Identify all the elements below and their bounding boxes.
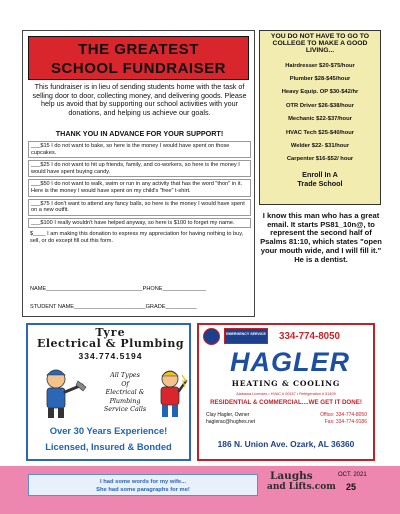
hagler-owner-block [206,412,255,425]
hagler-subtitle: HEATING & COOLING [231,379,341,388]
footer-joke-box [28,474,258,496]
job-item: Mechanic $22-$37/hour [288,116,352,123]
site-logo-line1: Laughs [270,470,313,482]
donation-option-custom: $____ I am making this donation to express my appreciation for having nothing to buy, sell, or do except fill out this form. [30,231,244,244]
tyre-licensed: Licensed, Insured & Bonded [45,441,172,452]
footer-joke-line2: She had some paragraphs for me! [96,487,190,493]
job-item: HVAC Tech $25-$40/hour [285,129,355,136]
donation-option-25: ___$25 I do not want to hit up friends, family, and co-workers, so here is the money I would have spent buying candy. [28,160,251,177]
tyre-services [90,371,160,414]
fundraiser-form [22,30,255,317]
fundraiser-title-line1: THE GREATEST [78,41,199,58]
hagler-ad [197,323,375,461]
hagler-fax: Fax: 334-774-9186 [324,418,367,425]
hagler-badge-icon [203,328,220,345]
enroll-line1: Enroll In A [302,169,338,179]
donation-option-50: ___$50 I do not want to walk, swim or run in any activity that has the word "thon" in it. Here is the money I would have spent on my child's "free" t-shirt. [28,179,251,196]
tyre-name-line1: Tyre [95,326,126,339]
fundraiser-intro: This fundraiser is in lieu of sending students home with the task of selling door to door, collecting money, and delivering goods. Please help us avoid that by supporting our school activities with your donations, and helping us achieve our goals. [32,82,247,117]
job-item: OTR Driver $26-$38/hour [286,102,354,109]
job-item: Carpenter $16-$52/ hour [286,156,354,163]
hagler-address: 186 N. Union Ave. Ozark, AL 36360 [217,439,355,449]
donation-options [28,141,251,248]
tyre-phone: 334.774.5194 [78,351,143,361]
enroll-line2: Trade School [297,178,343,188]
hagler-tagline: RESIDENTIAL & COMMERCIAL....WE GET IT DONE! [210,399,362,406]
hagler-owner: Clay Hagler, Owner [206,412,250,418]
job-item: Hairdresser $20-$75/hour [285,62,355,69]
trade-school-heading: YOU DO NOT HAVE TO GO TO COLLEGE TO MAKE A GOOD LIVING... [270,33,370,55]
name-phone-field: NAME_______________________________PHONE______________ [30,286,207,292]
fundraiser-thanks: THANK YOU IN ADVANCE FOR YOUR SUPPORT! [55,129,224,138]
page-number: 25 [346,482,357,492]
job-wage-list [260,63,380,164]
footer-joke-line1: I had some words for my wife... [99,479,186,485]
tyre-ad [26,323,191,461]
page-footer [0,466,400,514]
dentist-joke: I know this man who has a great email. It starts PS81_10n@, to represent the second half of Psalms 81:10, which states "open your mouth wide, and I will fill it." He is a dentist. [260,211,382,264]
electrician-mascot-icon [152,367,188,419]
hagler-office: Office: 334-774-8050 [320,412,367,418]
site-logo-line2: and Lifts.com [267,482,336,492]
donation-option-15: ___$15 I do not want to bake, so here is the money I would have spent on those cupcakes. [28,141,251,158]
job-item: Welder $22- $31/hour [290,142,350,149]
hagler-license: Alabama Licenses • HVAC # 00157 • Refrigeration # 51409 [236,392,336,396]
job-item: Plumber $28-$45/hour [289,76,351,82]
hagler-email: haglerac@hughes.net [206,418,255,425]
donation-option-100: ___$100 I really wouldn't have helped anyway, so here is $100 to forget my name. [28,218,251,229]
tyre-service-line: All Types [110,371,140,379]
tyre-experience: Over 30 Years Experience! [49,425,168,436]
plumber-mascot-icon [34,365,92,421]
fundraiser-banner [28,36,249,80]
tyre-service-line: Electrical & Plumbing [105,388,145,405]
tyre-name-line2: Electrical & Plumbing [36,337,185,350]
job-item: Heavy Equip. OP $30-$42/hr [281,89,359,96]
student-grade-field: STUDENT NAME_______________________GRADE__________ [30,304,197,310]
hagler-contact-block [320,412,367,425]
fundraiser-title-line2: SCHOOL FUNDRAISER [51,60,226,77]
emergency-service-badge: EMERGENCY SERVICE [224,328,268,344]
tyre-service-line: Service Calls [103,405,147,414]
tyre-service-line: Of [121,379,129,388]
issue-date: OCT. 2021 [338,472,367,478]
hagler-brand: HAGLER [230,347,350,377]
trade-school-box [259,30,381,205]
hagler-phone: 334-774-8050 [279,331,341,342]
donation-option-75: ___$75 I don't want to attend any fancy balls, so here is the money I would have spent on a new outfit. [28,199,251,216]
